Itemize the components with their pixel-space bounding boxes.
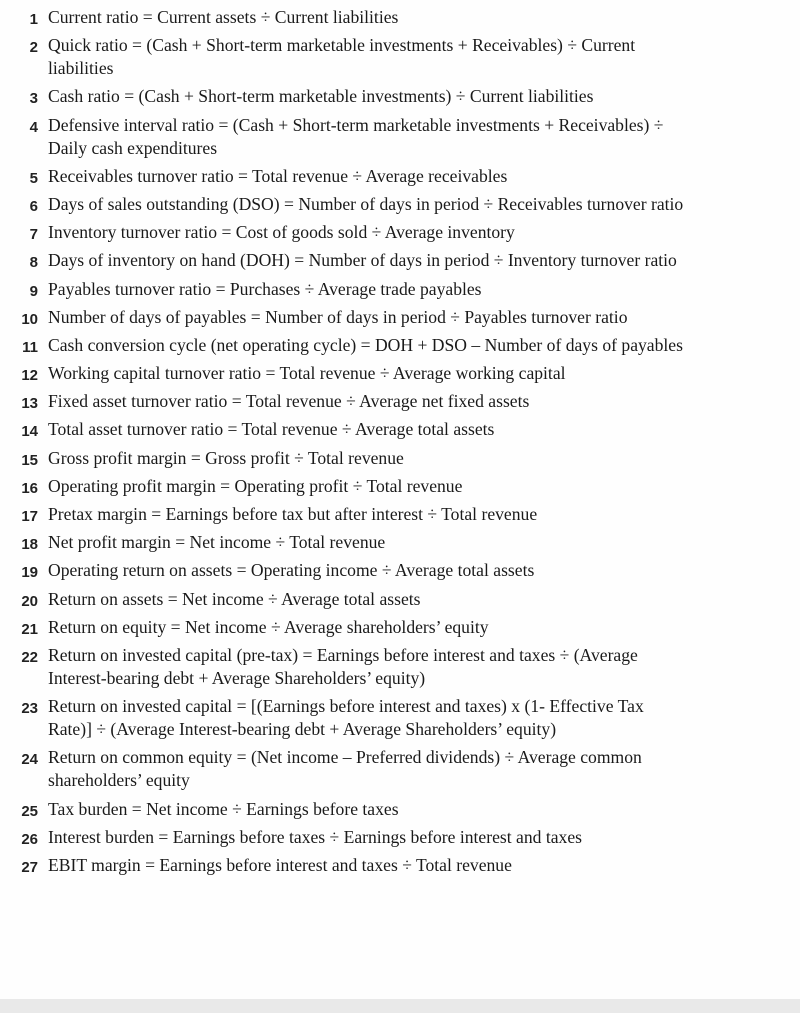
ratio-number: 15 (21, 451, 38, 469)
ratio-item-6 (0, 193, 800, 216)
ratio-formula: Cash ratio = (Cash + Short-term marketable investments) ÷ Current liabilities (48, 86, 594, 107)
ratio-item-14 (0, 418, 800, 441)
ratio-number: 13 (21, 395, 38, 413)
ratio-formula: Gross profit margin = Gross profit ÷ Total revenue (48, 447, 404, 468)
ratio-item-24 (0, 746, 800, 792)
ratio-item-20 (0, 588, 800, 611)
ratio-item-19 (0, 559, 800, 582)
ratio-number: 14 (21, 423, 38, 441)
ratio-item-5 (0, 165, 800, 188)
ratio-item-23 (0, 695, 800, 741)
ratio-number: 26 (21, 830, 38, 848)
ratio-item-21 (0, 616, 800, 639)
ratio-number: 21 (21, 620, 38, 638)
ratio-item-26 (0, 826, 800, 849)
ratio-item-16 (0, 475, 800, 498)
ratio-number: 9 (29, 282, 38, 300)
ratio-formula: Fixed asset turnover ratio = Total revenue ÷ Average net fixed assets (48, 391, 530, 412)
ratio-item-25 (0, 798, 800, 821)
ratio-item-2 (0, 34, 800, 80)
ratio-number: 19 (21, 564, 38, 582)
ratio-formula: Tax burden = Net income ÷ Earnings before taxes (48, 798, 399, 819)
ratio-item-4 (0, 114, 800, 160)
ratio-formula: Net profit margin = Net income ÷ Total revenue (48, 532, 386, 553)
ratio-item-10 (0, 306, 800, 329)
ratio-number: 18 (21, 536, 38, 554)
ratio-formula: Receivables turnover ratio = Total revenue ÷ Average receivables (48, 165, 508, 186)
ratio-formula: Number of days of payables = Number of days in period ÷ Payables turnover ratio (48, 306, 628, 327)
ratio-number: 4 (29, 118, 38, 136)
ratio-formula: Return on invested capital (pre-tax) = Earnings before interest and taxes ÷ (Average Interest-bearing debt + Average Shareholders’ equity) (48, 644, 638, 688)
ratio-number: 2 (29, 39, 38, 57)
ratio-formula: Days of inventory on hand (DOH) = Number of days in period ÷ Inventory turnover ratio (48, 250, 677, 271)
ratio-item-13 (0, 390, 800, 413)
ratio-number: 22 (21, 648, 38, 666)
ratio-formula: Return on common equity = (Net income – Preferred dividends) ÷ Average common shareholders’ equity (48, 747, 642, 791)
ratio-item-12 (0, 362, 800, 385)
ratio-item-7 (0, 221, 800, 244)
ratio-number: 27 (21, 858, 38, 876)
ratio-formula: Inventory turnover ratio = Cost of goods sold ÷ Average inventory (48, 222, 515, 243)
ratio-number: 25 (21, 802, 38, 820)
ratio-number: 8 (29, 254, 38, 272)
ratio-formula: Quick ratio = (Cash + Short-term marketable investments + Receivables) ÷ Current liabilities (48, 35, 636, 79)
ratio-formula: Return on invested capital = [(Earnings before interest and taxes) x (1- Effective Tax Rate)] ÷ (Average Interest-bearing debt + Average Shareholders’ equity) (48, 696, 644, 740)
ratio-item-9 (0, 278, 800, 301)
ratio-formula: Pretax margin = Earnings before tax but after interest ÷ Total revenue (48, 504, 538, 524)
ratio-number: 11 (22, 338, 38, 356)
ratio-item-15 (0, 447, 800, 470)
ratio-formula: Defensive interval ratio = (Cash + Short-term marketable investments + Receivables) ÷ Daily cash expenditures (48, 114, 664, 158)
ratio-item-1 (0, 6, 800, 29)
ratio-formula: Total asset turnover ratio = Total revenue ÷ Average total assets (48, 419, 495, 440)
ratio-item-18 (0, 531, 800, 554)
ratio-number: 20 (21, 592, 38, 610)
ratio-number: 16 (21, 479, 38, 497)
ratio-item-17 (0, 503, 800, 526)
ratio-number: 3 (29, 90, 38, 108)
ratio-item-11 (0, 334, 800, 357)
ratio-formula: Working capital turnover ratio = Total revenue ÷ Average working capital (48, 363, 566, 384)
ratio-formula: Return on equity = Net income ÷ Average shareholders’ equity (48, 616, 489, 637)
ratio-formula: Operating profit margin = Operating profit ÷ Total revenue (48, 475, 463, 496)
ratio-number: 23 (21, 700, 38, 718)
ratio-number: 6 (29, 197, 38, 215)
ratio-number: 1 (29, 11, 38, 28)
ratio-item-27 (0, 854, 800, 877)
ratio-formula: Payables turnover ratio = Purchases ÷ Average trade payables (48, 278, 482, 299)
ratio-formula: Cash conversion cycle (net operating cycle) = DOH + DSO – Number of days of payables (48, 334, 683, 355)
ratio-number: 24 (21, 751, 38, 769)
ratio-number: 7 (29, 226, 38, 244)
ratio-item-22 (0, 644, 800, 690)
ratio-item-3 (0, 85, 800, 108)
ratio-formula: EBIT margin = Earnings before interest and taxes ÷ Total revenue (48, 854, 512, 875)
ratio-formula: Return on assets = Net income ÷ Average total assets (48, 588, 421, 609)
ratio-formula: Days of sales outstanding (DSO) = Number of days in period ÷ Receivables turnover ratio (48, 193, 684, 214)
ratio-formula-list (0, 6, 800, 882)
ratio-formula: Interest burden = Earnings before taxes ÷ Earnings before interest and taxes (48, 826, 582, 847)
page-bottom-edge (0, 999, 800, 1013)
ratio-item-8 (0, 249, 800, 272)
ratio-number: 5 (29, 169, 38, 187)
ratio-number: 10 (21, 310, 38, 328)
ratio-formula: Operating return on assets = Operating income ÷ Average total assets (48, 560, 535, 581)
ratio-formula: Current ratio = Current assets ÷ Current liabilities (48, 7, 399, 27)
ratio-number: 17 (21, 508, 38, 525)
ratio-number: 12 (21, 367, 38, 385)
